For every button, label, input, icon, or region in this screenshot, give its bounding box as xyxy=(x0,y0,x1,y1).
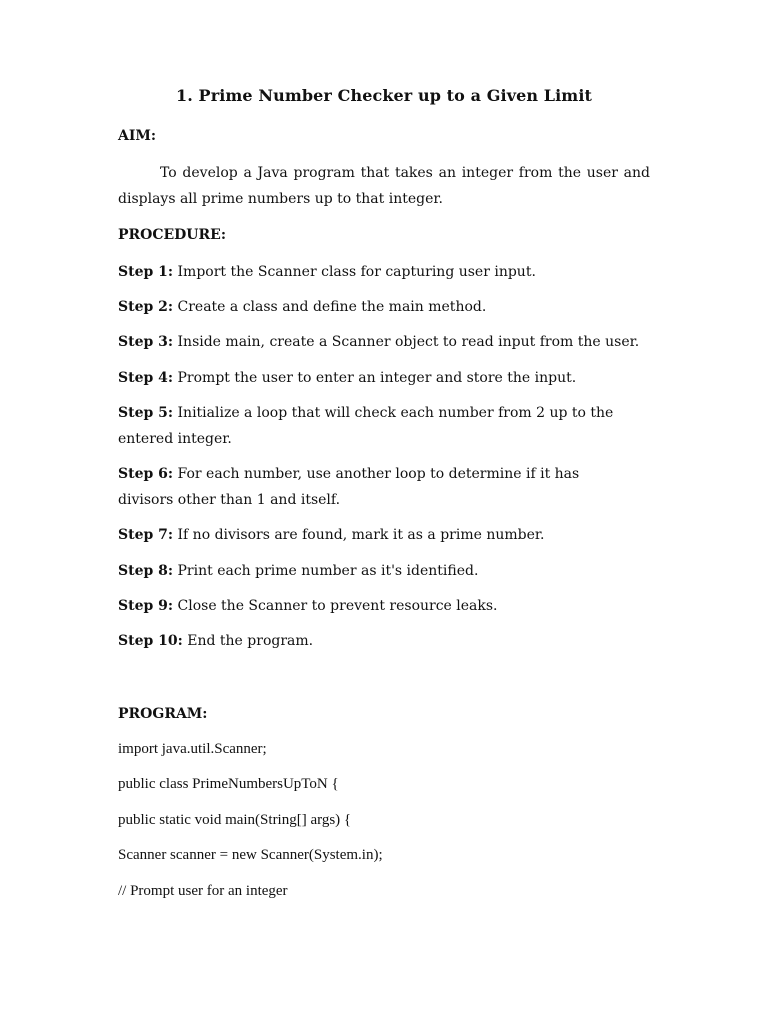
code-line: public static void main(String[] args) { xyxy=(118,812,352,828)
procedure-step xyxy=(118,593,650,619)
code-line: Scanner scanner = new Scanner(System.in); xyxy=(118,847,383,863)
procedure-step xyxy=(118,522,650,548)
procedure-step xyxy=(118,365,650,391)
procedure-step xyxy=(118,461,638,513)
step-text: Create a class and define the main method. xyxy=(177,299,487,315)
code-line: import java.util.Scanner; xyxy=(118,741,267,757)
step-label: Step 10: xyxy=(118,633,183,649)
step-text: End the program. xyxy=(187,633,314,649)
step-text: Prompt the user to enter an integer and store the input. xyxy=(177,370,577,386)
procedure-step xyxy=(118,294,650,320)
step-text: For each number, use another loop to determine if it has divisors other than 1 and itself. xyxy=(118,466,580,508)
step-label: Step 9: xyxy=(118,598,174,614)
code-line: public class PrimeNumbersUpToN { xyxy=(118,776,339,792)
step-label: Step 7: xyxy=(118,527,174,543)
step-label: Step 5: xyxy=(118,405,174,421)
document-title: 1. Prime Number Checker up to a Given Limit xyxy=(175,86,592,105)
step-text: Import the Scanner class for capturing user input. xyxy=(177,264,536,280)
step-text: If no divisors are found, mark it as a prime number. xyxy=(177,527,545,543)
program-heading: PROGRAM: xyxy=(118,706,208,722)
step-label: Step 4: xyxy=(118,370,174,386)
step-text: Initialize a loop that will check each number from 2 up to the entered integer. xyxy=(118,405,614,447)
aim-heading: AIM: xyxy=(118,128,157,144)
step-text: Inside main, create a Scanner object to read input from the user. xyxy=(177,334,640,350)
step-label: Step 8: xyxy=(118,563,174,579)
step-text: Print each prime number as it's identified. xyxy=(177,563,479,579)
step-text: Close the Scanner to prevent resource leaks. xyxy=(177,598,498,614)
procedure-heading: PROCEDURE: xyxy=(118,227,226,243)
step-label: Step 6: xyxy=(118,466,174,482)
code-comment: // Prompt user for an integer xyxy=(118,883,288,899)
procedure-step xyxy=(118,558,650,584)
procedure-step xyxy=(118,259,650,285)
step-label: Step 3: xyxy=(118,334,174,350)
aim-text-content: To develop a Java program that takes an integer from the user and displays all prime numbers up to that integer. xyxy=(118,165,650,207)
aim-text xyxy=(118,160,650,212)
procedure-step xyxy=(118,628,650,654)
procedure-step xyxy=(118,400,618,452)
step-label: Step 1: xyxy=(118,264,174,280)
procedure-step xyxy=(118,329,650,355)
step-label: Step 2: xyxy=(118,299,174,315)
